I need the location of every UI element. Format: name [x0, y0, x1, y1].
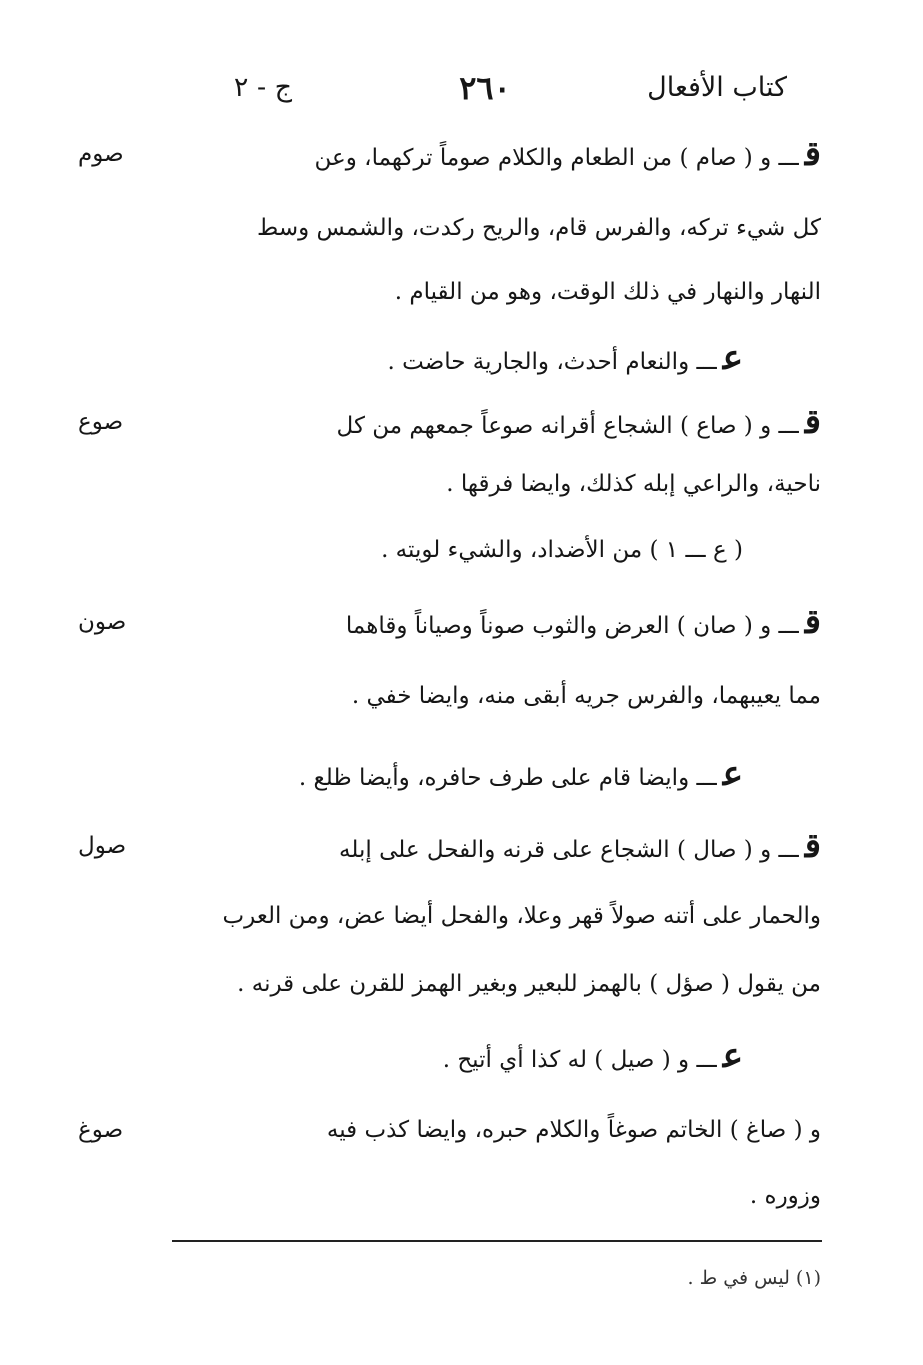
margin-root-word: صون [78, 609, 127, 635]
footnote-divider [172, 1240, 822, 1242]
line-text: كل شيء تركه، والفرس قام، والريح ركدت، والشمس وسط [257, 215, 821, 241]
volume-part: ج - ٢ [233, 72, 293, 103]
line-text: من يقول ( صؤل ) بالهمز للبعير وبغير الهمز للقرن على قرنه . [237, 971, 821, 997]
text-line [101, 822, 821, 870]
entry-marker: ق [804, 402, 821, 442]
text-line [101, 1106, 821, 1154]
line-text: مما يعيبهما، والفرس جريه أبقى منه، وايضا خفي . [351, 683, 821, 709]
line-text: ـــ و ( صيل ) له كذا أي أتيح . [442, 1047, 717, 1073]
text-line [223, 526, 743, 574]
entry-marker: ع [722, 338, 743, 378]
text-line [221, 672, 821, 720]
line-text: ـــ والنعام أحدث، والجارية حاضت . [387, 349, 717, 375]
line-text: و ( صاغ ) الخاتم صوغاً والكلام حبره، وايضا كذب فيه [326, 1117, 821, 1143]
text-line [221, 460, 821, 508]
entry-marker: ق [804, 826, 821, 866]
margin-root-word: صول [78, 833, 127, 859]
line-text: ـــ و ( صاع ) الشجاع أقرانه صوعاً جمعهم من كل [336, 413, 799, 439]
line-text: ـــ و ( صام ) من الطعام والكلام صوماً تركهما، وعن [314, 145, 799, 171]
margin-root-word: صوم [78, 141, 124, 167]
margin-root-word: صوغ [78, 1117, 124, 1143]
text-line [101, 204, 821, 252]
text-line [223, 750, 743, 798]
footnote: (١) ليس في ط . [687, 1267, 821, 1289]
margin-root-word: صوع [78, 409, 124, 435]
entry-marker: ق [804, 602, 821, 642]
text-line [101, 598, 821, 646]
text-line [101, 892, 821, 940]
line-text: وزوره . [749, 1183, 821, 1209]
line-text: ناحية، والراعي إبله كذلك، وايضا فرقها . [446, 471, 821, 497]
entry-marker: ق [804, 134, 821, 174]
line-text: ( ع ـــ ١ ) من الأضداد، والشيء لويته . [381, 537, 743, 563]
page-header-title: كتاب الأفعال [647, 72, 787, 103]
text-line [101, 398, 821, 446]
entry-marker: ع [722, 754, 743, 794]
text-line [221, 268, 821, 316]
line-text: النهار والنهار في ذلك الوقت، وهو من القيام . [394, 279, 821, 305]
text-line [101, 960, 821, 1008]
line-text: ـــ و ( صان ) العرض والثوب صوناً وصياناً وقاهما [345, 613, 799, 639]
text-line [223, 334, 743, 382]
line-text: ـــ و ( صال ) الشجاع على قرنه والفحل على إبله [339, 837, 799, 863]
text-line [101, 130, 821, 178]
page-number: ٢٦٠ [459, 69, 511, 107]
text-line [101, 1172, 821, 1220]
entry-marker: ع [722, 1036, 743, 1076]
line-text: والحمار على أتنه صولاً قهر وعلا، والفحل أيضا عض، ومن العرب [222, 903, 821, 929]
text-line [223, 1032, 743, 1080]
line-text: ـــ وايضا قام على طرف حافره، وأيضا ظلع . [298, 765, 717, 791]
